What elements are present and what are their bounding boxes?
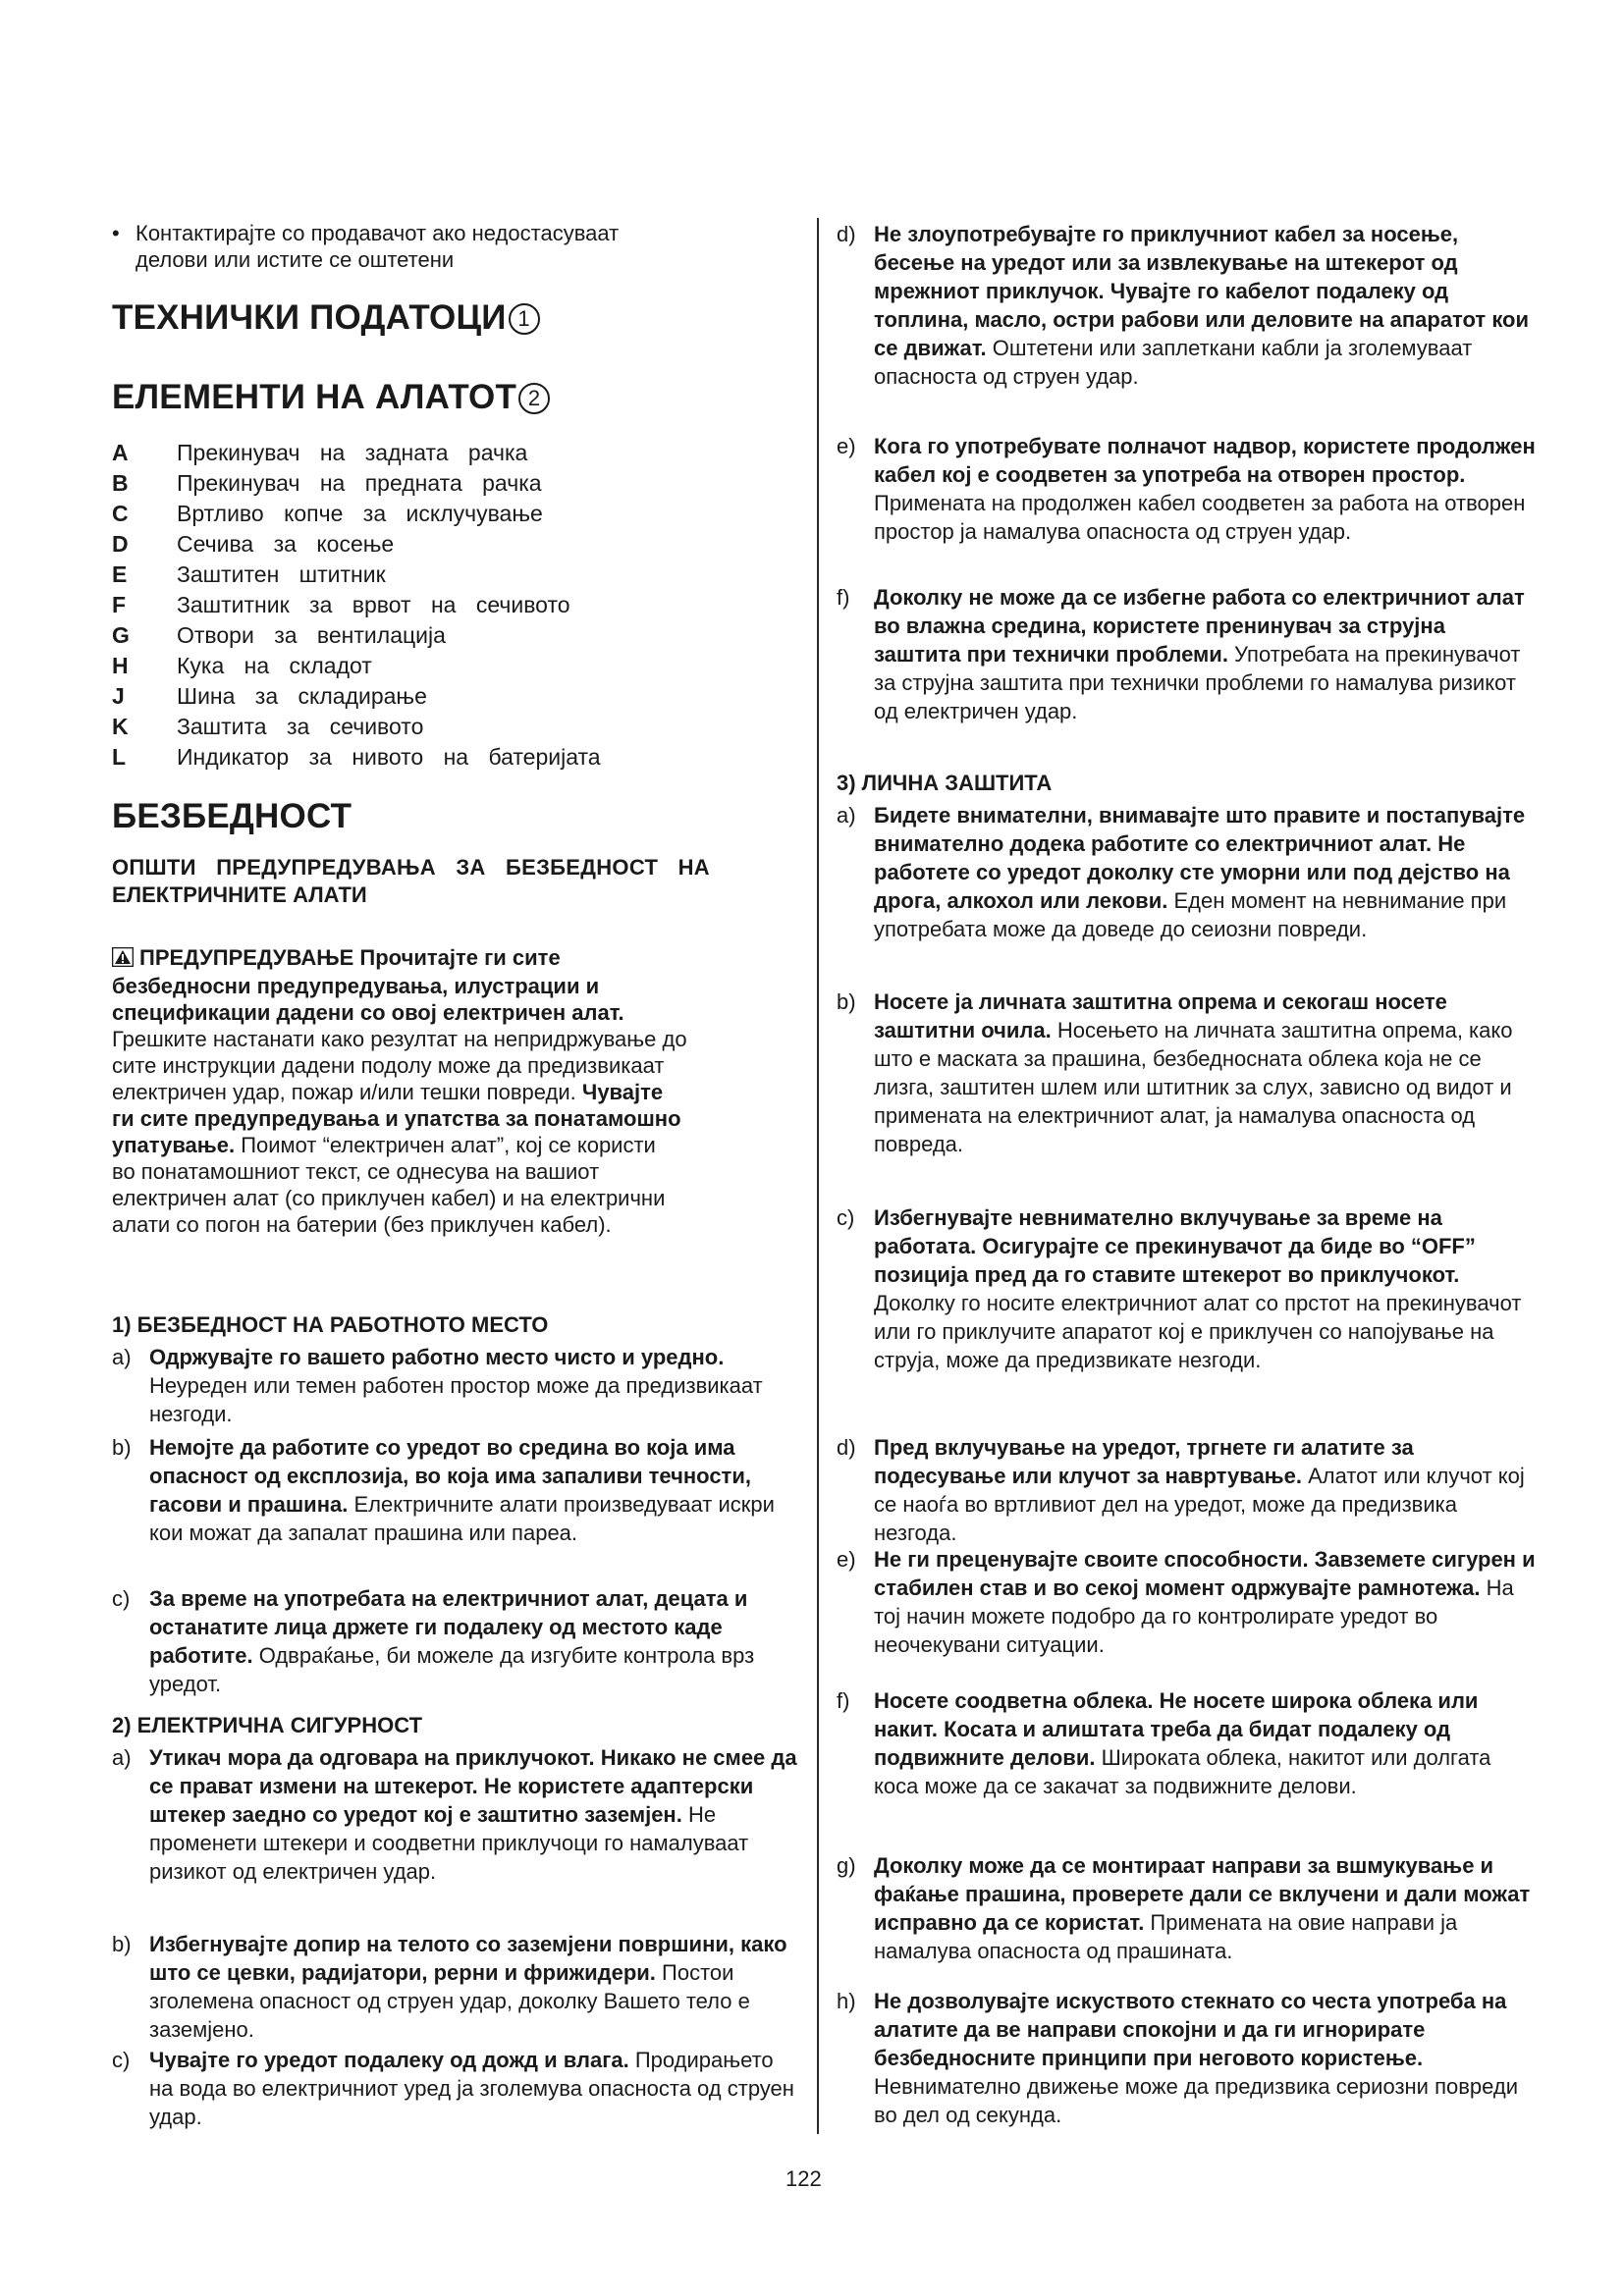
part-name: Шина за складирање (177, 683, 427, 709)
warning-text-12: електричен алат (со приклучен кабел) и на електрични (112, 1186, 666, 1210)
part-letter: L (112, 744, 127, 770)
part-name: Прекинувач на предната рачка (177, 470, 542, 496)
warning-text-8: ги сите предупредувања и упатства за понатамошно (112, 1106, 681, 1131)
item-text: Неуреден или темен работен простор може да предизвикаат незгоди. (149, 1373, 763, 1426)
safety-item (837, 583, 1536, 725)
part-letter: H (112, 653, 129, 678)
warning-text-3: спецификации дадени со овој електричен алат. (112, 1000, 624, 1025)
item-label: a) (112, 1745, 132, 1770)
figure-ref-1-icon: 1 (509, 303, 540, 335)
safety-item (837, 1433, 1536, 1547)
part-item (112, 651, 815, 681)
item-text: Алатот или клучот кој се наоѓа во вртливиот дел на уредот, може да предизвика незгода. (874, 1464, 1525, 1545)
item-label: b) (112, 1932, 132, 1956)
item-text: Еден момент на невнимание при употребата може да доведе до сеиозни повреди. (874, 888, 1507, 941)
part-letter: D (112, 531, 129, 557)
part-letter: G (112, 622, 130, 648)
item-text: Примената на продолжен кабел соодветен за работа на отворен простор ја намалува опасноста од струен удар. (874, 491, 1526, 544)
safety-item (837, 1851, 1536, 1965)
part-name: Сечива за косење (177, 531, 395, 557)
part-item (112, 590, 815, 620)
item-text: Доколку го носите електричниот алат со прстот на прекинувачот или го приклучите апаратот кој е приклучен со напојување на струја, може да предизвикате незгоди. (874, 1291, 1522, 1372)
item-text: Невнимателно движење може да предизвика сериозни повреди во дел од секунда. (874, 2074, 1519, 2127)
part-letter: E (112, 561, 128, 587)
item-label: c) (837, 1205, 855, 1230)
item-bold-text: Пред вклучување на уредот, тргнете ги алатите за подесување или клучот за навртување. (874, 1435, 1414, 1488)
item-bold-text: Избегнувајте допир на телото со заземјени површини, како што се цевки, радијатори, рерни и фрижидери. (149, 1932, 787, 1985)
item-text: Продирањето на вода во електричниот уред ја зголемува опасноста од струен удар. (149, 2048, 794, 2129)
item-label: d) (837, 1435, 856, 1460)
safety-item (112, 1343, 799, 1428)
part-letter: K (112, 714, 129, 739)
item-text: Широката облека, накитот или долгата коса може да се закачат за подвижните делови. (874, 1745, 1491, 1798)
safety-item (112, 1930, 799, 2044)
safety-item (837, 1686, 1536, 1800)
item-label: f) (837, 1688, 850, 1713)
item-label: a) (112, 1345, 132, 1369)
item-bold-text: Кога го употребувате полначот надвор, користете продолжен кабел кој е соодветен за употреба на отворен простор. (874, 434, 1536, 487)
electrical-safety-heading: 2) ЕЛЕКТРИЧНА СИГУРНОСТ (112, 1713, 423, 1737)
safety-heading: БЕЗБЕДНОСТ (112, 797, 352, 835)
general-warnings-heading (112, 854, 839, 909)
safety-item (112, 2046, 799, 2131)
part-item (112, 529, 815, 560)
item-text: Не променети штекери и соодветни приклучоци го намалуваат ризикот од електричен удар. (149, 1802, 749, 1884)
part-item (112, 712, 815, 742)
part-item (112, 499, 815, 529)
warning-text-5: сите инструкции дадени подолу може да предизвикаат (112, 1053, 665, 1078)
item-label: c) (112, 2048, 131, 2072)
warning-text-6: електричен удар, пожар и/или тешки повреди. (112, 1080, 576, 1104)
part-name: Вртливо копче за исклучување (177, 501, 543, 526)
column-divider (817, 218, 819, 2134)
part-name: Заштитник за врвот на сечивото (177, 592, 570, 617)
safety-item (837, 988, 1536, 1158)
bullet-icon: • (112, 221, 120, 245)
personal-safety-heading: 3) ЛИЧНА ЗАШТИТА (837, 771, 1053, 795)
warning-text-10: Поимот “електричен алат”, кој се користи (235, 1133, 656, 1157)
safety-item (112, 1584, 799, 1698)
item-bold-text: Доколку не може да се избегне работа со електричниот алат во влажна средина, користете пренинувач за струјна заштита при технички проблеми. (874, 585, 1525, 667)
item-label: a) (837, 803, 856, 828)
safety-item (837, 1987, 1536, 2129)
warning-text-7: Чувајте (575, 1080, 664, 1104)
part-name: Индикатор за нивото на батеријата (177, 744, 601, 770)
item-text: Постои зголемена опасност од струен удар, доколку Вашето тело е заземјено. (149, 1960, 750, 2042)
item-bold-text: Утикач мора да одговара на приклучокот. Никако не смее да се прават измени на штекерот. Не користете адаптерски штекер заедно со уредот кој е заштитно заземјен. (149, 1745, 797, 1827)
item-bold-text: Не злоупотребувајте го приклучниот кабел за носење, бесење на уредот или за извлекување на штекерот од мрежниот приклучок. Чувајте го кабелот подалеку од топлина, масло, остри рабови или деловите на апаратот кои се движат. (874, 222, 1530, 360)
part-letter: C (112, 501, 129, 526)
item-bold-text: Не дозволувајте искуството стекнато со честа употреба на алатите да ве направи спокојни и да ги игнорирате безбедносните принципи при неговото користење. (874, 1989, 1507, 2070)
part-item (112, 620, 815, 651)
item-label: b) (112, 1435, 132, 1460)
item-bold-text: Избегнувајте невнимателно вклучување за време на работата. Осигурајте се прекинувачот да биде во “OFF” позиција пред да го ставите штекерот во приклучокот. (874, 1205, 1476, 1287)
item-text: Одвраќање, би можеле да изгубите контрола врз уредот. (149, 1643, 755, 1696)
item-bold-text: Чувајте го уредот подалеку од дожд и влага. (149, 2048, 629, 2072)
item-label: f) (837, 585, 850, 610)
warning-text-1: Прочитајте ги сите (353, 945, 561, 970)
safety-item (837, 220, 1536, 391)
safety-item (837, 1545, 1536, 1659)
warning-text-2: безбедносни предупредувања, илустрации и (112, 974, 600, 998)
item-text: На тој начин можете подобро да го контролирате уредот во неочекувани ситуации. (874, 1575, 1514, 1657)
item-label: e) (837, 1547, 856, 1572)
warning-text-9: упатување. (112, 1133, 236, 1157)
part-item (112, 681, 815, 712)
safety-item (837, 801, 1536, 943)
item-bold-text: Немојте да работите со уредот во средина во која има опасност од експлозија, во која има запаливи течности, гасови и прашина. (149, 1435, 751, 1517)
parts-list (112, 438, 815, 773)
part-letter: A (112, 440, 129, 465)
elements-heading (112, 378, 550, 417)
warning-text-11: во понатамошниот текст, се однесува на вашиот (112, 1159, 600, 1184)
elements-title: ЕЛЕМЕНТИ НА АЛАТОТ (112, 378, 517, 416)
item-bold-text: Бидете внимателни, внимавајте што правите и постапувајте внимателно додека работите со електричниот алат. Не работете со уредот доколку сте уморни или под дејство на дрога, алкохол или лекови. (874, 803, 1526, 913)
item-text: Носењето на личната заштитна опрема, како што е маската за прашина, безбедносната облека која не се лизга, заштитен шлем или штитник за слух, зависно од видот и примената на електричниот алат, ја намалува опасноста од повреда. (874, 1018, 1513, 1156)
item-label: g) (837, 1853, 856, 1878)
part-item (112, 742, 815, 773)
item-bold-text: Носете ја личната заштитна опрема и секогаш носете заштитни очила. (874, 989, 1447, 1042)
item-label: e) (837, 434, 856, 458)
tech-data-heading (112, 298, 540, 338)
part-item (112, 438, 815, 468)
bullet-line-2: делови или истите се оштетени (135, 247, 455, 272)
item-bold-text: Доколку може да се монтираат направи за вшмукување и фаќање прашина, проверете дали се вклучени и дали можат исправно да се користат. (874, 1853, 1531, 1935)
item-bold-text: Носете соодветна облека. Не носете широка облека или накит. Косата и алиштата треба да бидат подалеку од подвижните делови. (874, 1688, 1479, 1770)
part-letter: F (112, 592, 127, 617)
missing-parts-bullet (112, 220, 815, 273)
part-letter: B (112, 470, 129, 496)
item-label: c) (112, 1586, 131, 1611)
warning-text-4: Грешките настанати како резултат на непридржување до (112, 1027, 687, 1051)
general-warnings-line-1: ОПШТИ ПРЕДУПРЕДУВАЊА ЗА БЕЗБЕДНОСТ НА (112, 855, 710, 880)
tech-data-title: ТЕХНИЧКИ ПОДАТОЦИ (112, 298, 507, 337)
item-label: h) (837, 1989, 856, 2013)
part-name: Заштитен штитник (177, 561, 386, 587)
part-name: Отвори за вентилација (177, 622, 446, 648)
item-label: b) (837, 989, 856, 1014)
item-bold-text: За време на употребата на електричниот алат, децата и останатите лица држете ги подалеку од местото каде работите. (149, 1586, 748, 1668)
warning-text-13: алати со погон на батерии (без приклучен кабел). (112, 1212, 612, 1237)
item-text: Електричните алати произведуваат искри кои можат да запалат прашина или пареа. (149, 1492, 775, 1545)
safety-item (112, 1743, 799, 1886)
part-name: Прекинувач на задната рачка (177, 440, 528, 465)
part-item (112, 560, 815, 590)
item-bold-text: Одржувајте го вашето работно место чисто и уредно. (149, 1345, 725, 1369)
warning-triangle-icon (112, 946, 134, 973)
workplace-safety-heading: 1) БЕЗБЕДНОСТ НА РАБОТНОТО МЕСТО (112, 1312, 549, 1337)
warning-label: ПРЕДУПРЕДУВАЊЕ (139, 945, 354, 970)
bullet-line-1: Контактирајте со продавачот ако недостасуваат (135, 221, 620, 245)
safety-item (112, 1433, 799, 1547)
figure-ref-2-icon: 2 (518, 383, 550, 414)
item-label: d) (837, 222, 856, 246)
part-name: Кука на складот (177, 653, 372, 678)
warning-paragraph (112, 944, 819, 1238)
item-text: Примената на овие направи ја намалува опасноста од прашината. (874, 1910, 1458, 1963)
item-text: Оштетени или заплеткани кабли ја зголемуваат опасноста од струен удар. (874, 336, 1473, 389)
part-item (112, 468, 815, 499)
part-name: Заштита за сечивото (177, 714, 424, 739)
page-number: 122 (785, 2166, 822, 2191)
general-warnings-line-2: ЕЛЕКТРИЧНИТЕ АЛАТИ (112, 882, 367, 907)
part-letter: J (112, 683, 125, 709)
safety-item (837, 1203, 1536, 1374)
item-bold-text: Не ги преценувајте своите способности. Завземете сигурен и стабилен став и во секој момент одржувајте рамнотежа. (874, 1547, 1536, 1600)
safety-item (837, 432, 1536, 546)
item-text: Употребата на прекинувачот за струјна заштита при технички проблеми го намалува ризикот од електричен удар. (874, 642, 1521, 723)
